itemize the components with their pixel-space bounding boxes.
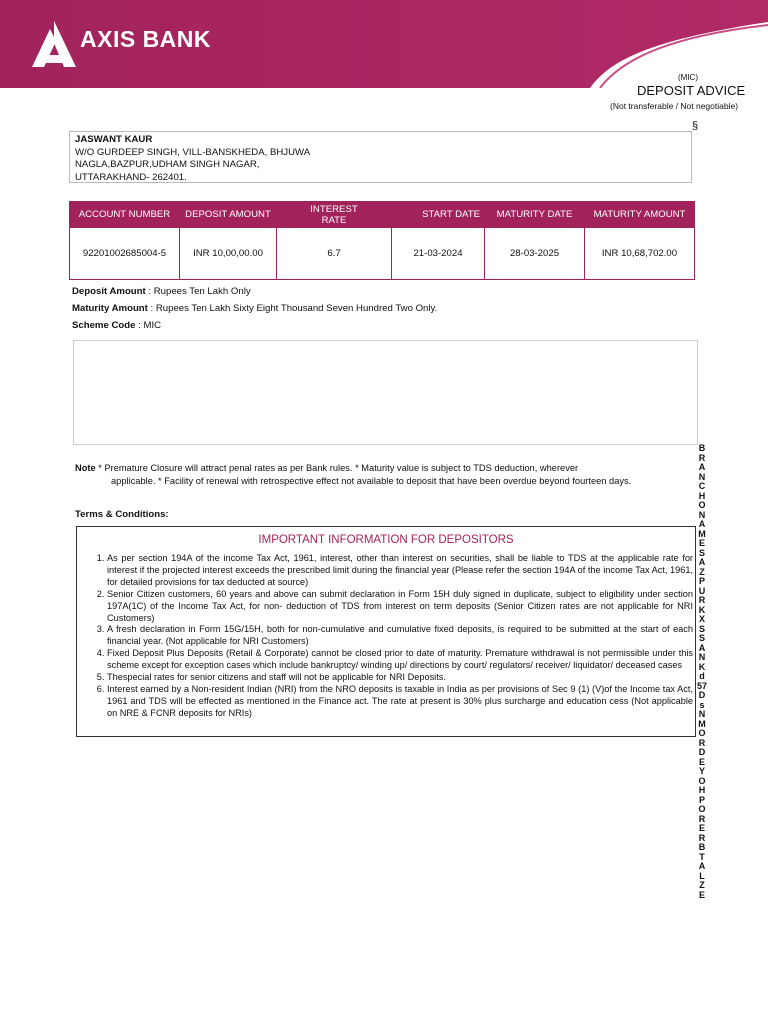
- list-item: 5. Thespecial rates for senior citizens and staff will not be applicable for NRI Deposits.: [107, 672, 695, 684]
- maturity-amount-label: Maturity Amount: [72, 303, 148, 314]
- start-date: 21-03-2024: [392, 228, 485, 280]
- side-branch-text: BRANCH ONAME S AZPUR KXSSANK d57Ds NMORDEY OHPORERBTALZE: [697, 443, 708, 900]
- deposit-table: [69, 201, 695, 280]
- deposit-amount-value: Rupees Ten Lakh Only: [153, 286, 251, 297]
- column-header: INTEREST RATE: [277, 202, 392, 228]
- maturity-amount-words: Maturity Amount : Rupees Ten Lakh Sixty Eight Thousand Seven Hundred Two Only.: [72, 303, 438, 314]
- terms-heading: Terms & Conditions:: [75, 509, 169, 520]
- customer-address-box: [69, 131, 692, 183]
- note-line: * Premature Closure will attract penal rates as per Bank rules. * Maturity value is subject to TDS deduction, wherever: [98, 463, 579, 473]
- important-info-box: [76, 526, 696, 737]
- column-header: DEPOSIT AMOUNT: [180, 202, 277, 228]
- maturity-date: 28-03-2025: [485, 228, 585, 280]
- column-header: ACCOUNT NUMBER: [70, 202, 180, 228]
- account-number: 92201002685004-5: [70, 228, 180, 280]
- document-title: DEPOSIT ADVICE: [637, 83, 746, 98]
- table-row: [70, 228, 695, 280]
- maturity-amount: INR 10,68,702.00: [585, 228, 695, 280]
- interest-rate: 6.7: [277, 228, 392, 280]
- column-header: START DATE: [392, 202, 485, 228]
- deposit-amount: INR 10,00,00.00: [180, 228, 277, 280]
- deposit-amount-words: Deposit Amount : Rupees Ten Lakh Only: [72, 286, 251, 297]
- remarks-box: [73, 340, 698, 445]
- list-item: 4. Fixed Deposit Plus Deposits (Retail & Corporate) cannot be closed prior to date of maturity. Premature withdrawal is not permissible under this scheme except for exception cases which include bankruptcy/ winding up/ directions by court/ regulators/ receiver/ liquidator/ deceased cases: [107, 648, 695, 672]
- terms-list: [77, 553, 695, 720]
- list-item: 6. Interest earned by a Non-resident Indian (NRI) from the NRO deposits is taxable in India as per provisions of Sec 9 (1) (V)of the Income tax Act, 1961 and TDS will be effected as mentioned in the Finance act. The rate at present is 30% plus surcharge and education cess (Not applicable on NRE & FCNR deposits for NRIs): [107, 684, 695, 720]
- table-header-row: [70, 202, 695, 228]
- list-item: 2. Senior Citizen customers, 60 years and above can submit declaration in Form 15H duly signed in duplicate, subject to eligibility under section 197A(1C) of the Income Tax Act, for non- deduction of TDS from interest on term deposits (Senior Citizen rates are not applicable for NRI Customers): [107, 589, 695, 625]
- note: [75, 462, 695, 488]
- column-header: MATURITY DATE: [485, 202, 585, 228]
- note-label: Note: [75, 463, 96, 473]
- address-line: UTTARAKHAND- 262401.: [75, 171, 187, 183]
- address-line: W/O GURDEEP SINGH, VILL-BANSKHEDA, BHJUWA: [75, 146, 311, 158]
- axis-logo-icon: [30, 19, 78, 69]
- maturity-amount-value: Rupees Ten Lakh Sixty Eight Thousand Seven Hundred Two Only.: [155, 303, 438, 314]
- info-box-title: IMPORTANT INFORMATION FOR DEPOSITORS: [258, 534, 514, 546]
- scheme-code-value: MIC: [143, 320, 162, 331]
- scheme-tag: (MIC): [678, 73, 698, 82]
- note-line: applicable. * Facility of renewal with retrospective effect not available to deposit that have been overdue beyond fourteen days.: [111, 476, 632, 486]
- section-mark: §: [692, 120, 699, 132]
- customer-name: JASWANT KAUR: [75, 134, 153, 145]
- scheme-code: Scheme Code : MIC: [72, 320, 162, 331]
- brand-name: AXIS BANK: [80, 26, 212, 52]
- column-header: MATURITY AMOUNT: [585, 202, 695, 228]
- document-subtitle: (Not transferable / Not negotiable): [610, 101, 739, 111]
- list-item: 3. A fresh declaration in Form 15G/15H, both for non-cumulative and cumulative fixed deposits, is required to be submitted at the start of each financial year. (Not applicable for NRI Customers): [107, 624, 695, 648]
- deposit-amount-label: Deposit Amount: [72, 286, 146, 297]
- scheme-code-label: Scheme Code: [72, 320, 136, 331]
- address-line: NAGLA,BAZPUR,UDHAM SINGH NAGAR,: [75, 159, 260, 170]
- list-item: 1. As per section 194A of the income Tax Act, 1961, interest, other than interest on securities, shall be liable to TDS at the applicable rate for interest if the projected interest exceeds the prescribed limit during the financial year (Please refer the section 194A of the income Tax Act, 1961, for detailed provisions for tax deducted at source): [107, 553, 695, 589]
